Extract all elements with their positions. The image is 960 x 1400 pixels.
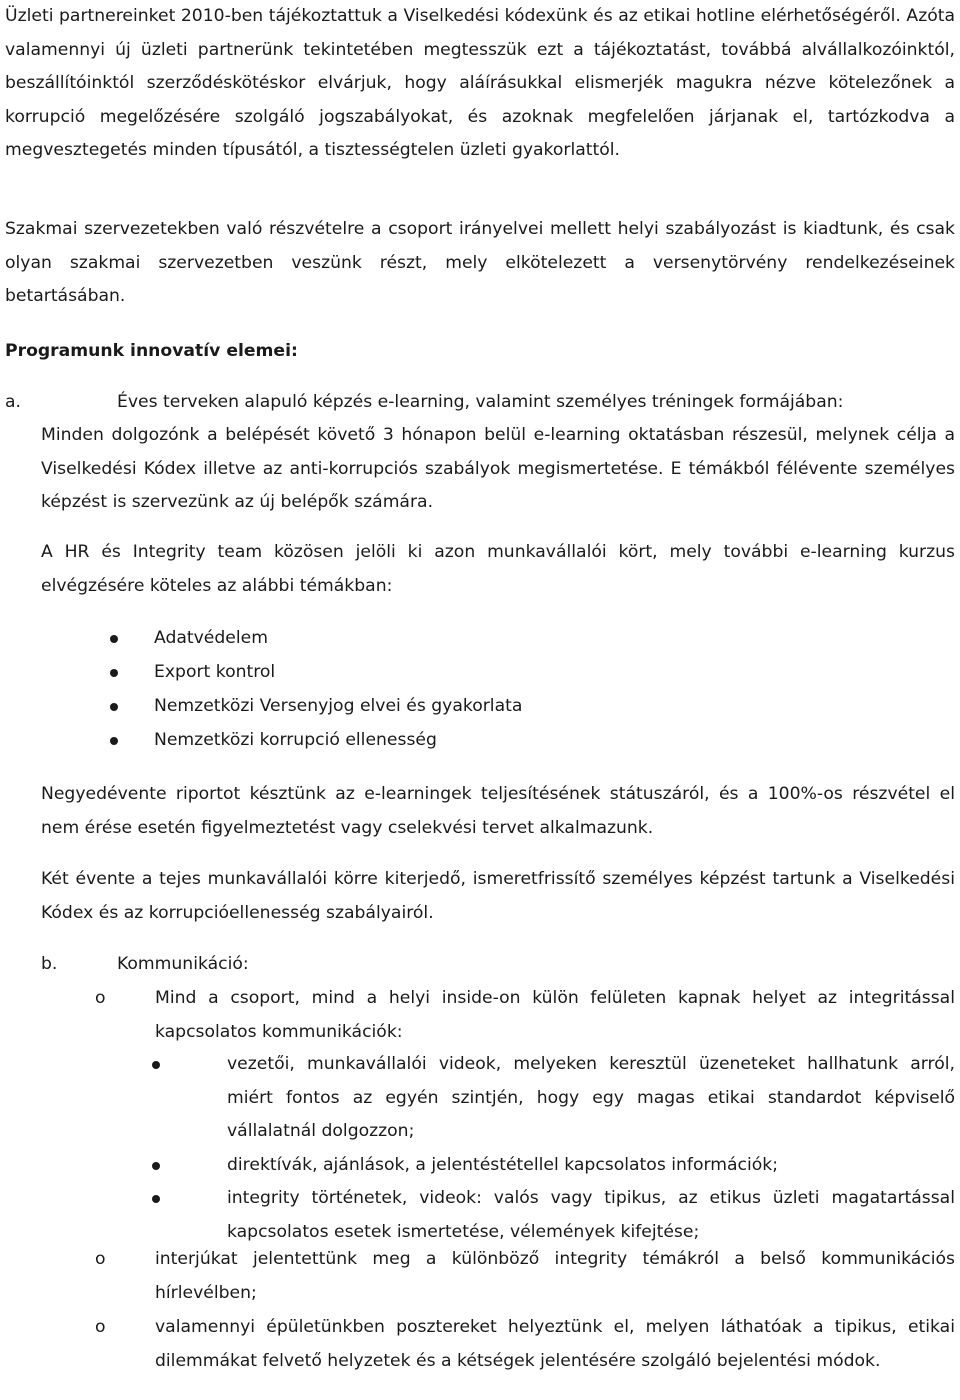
topics-list [108,622,522,758]
section-b-title [41,948,955,982]
list-marker: o [95,1317,106,1337]
section-b-label: b. [41,954,58,974]
section-a-title-text: Éves terveken alapuló képzés e-learning, valamint személyes tréningek formájában: [117,392,844,412]
list-item: vezetői, munkavállalói videok, melyeken keresztül üzeneteket hallhatunk arról, miért fontos az egyén szintjén, hogy egy magas etikai standardot képviselő vállalatnál dolgozzon; [150,1048,955,1149]
list-item: Adatvédelem [108,622,522,656]
section-a-title [5,386,955,420]
hr-integrity-paragraph: A HR és Integrity team közösen jelöli ki azon munkavállalói kört, mely további e-learning kurzus elvégzésére köteles az alábbi témákban: [41,542,955,596]
list-marker: o [95,988,106,1008]
list-item: Nemzetközi Versenyjog elvei és gyakorlata [108,690,522,724]
list-item: integrity történetek, videok: valós vagy tipikus, az etikus üzleti magatartással kapcsolatos esetek ismertetése, vélemények kifejtése; [150,1182,955,1249]
communication-item [95,982,955,1049]
communication-item-text: Mind a csoport, mind a helyi inside-on külön felületen kapnak helyet az integritással kapcsolatos kommunikációk: [155,988,955,1042]
communication-item [95,1311,955,1378]
communication-item-text: interjúkat jelentettünk meg a különböző integrity témákról a belső kommunikációs hírlevélben; [155,1249,955,1303]
biannual-training-paragraph: Két évente a tejes munkavállalói körre kiterjedő, ismeretfrissítő személyes képzést tartunk a Viselkedési Kódex és az korrupcióellenesség szabályairól. [41,869,955,923]
list-marker: o [95,1249,106,1269]
list-item: Export kontrol [108,656,522,690]
quarterly-report-paragraph: Negyedévente riportot késztünk az e-learningek teljesítésének státuszáról, és a 100%-os részvétel el nem érése esetén figyelmeztetést vagy cselekvési tervet alkalmazunk. [41,784,955,838]
elearning-paragraph: Minden dolgozónk a belépését követő 3 hónapon belül e-learning oktatásban részesül, melynek célja a Viselkedési Kódex illetve az anti-korrupciós szabályok megismertetése. E témákból félévente személyes képzést is szervezünk az új belépők számára. [41,425,955,513]
list-item: Nemzetközi korrupció ellenesség [108,724,522,758]
communication-sublist [150,1048,955,1250]
section-a-label: a. [5,392,21,412]
intro-paragraph: Üzleti partnereinket 2010-ben tájékoztattuk a Viselkedési kódexünk és az etikai hotline elérhetőségéről. Azóta valamennyi új üzleti partnerünk tekintetében megtesszük ezt a tájékoztatást, továbbá alvállalkozóinktól, beszállítóinktól szerződéskötéskor elvárjuk, hogy aláírásukkal elismerjék magukra nézve kötelezőnek a korrupció megelőzésére szolgáló jogszabályokat, és azoknak megfelelően járjanak el, tartózkodva a megvesztegetés minden típusától, a tisztességtelen üzleti gyakorlattól. [5,6,955,161]
section-b-title-text: Kommunikáció: [117,954,249,974]
list-item: direktívák, ajánlások, a jelentéstétellel kapcsolatos információk; [150,1149,955,1183]
section-heading: Programunk innovatív elemei: [5,341,298,361]
communication-item [95,1243,955,1310]
communication-item-text: valamennyi épületünkben posztereket helyeztünk el, melyen láthatóak a tipikus, etikai dilemmákat felvető helyzetek és a kétségek jelentésére szolgáló bejelentési módok. [155,1317,955,1371]
professional-orgs-paragraph: Szakmai szervezetekben való részvételre a csoport irányelvei mellett helyi szabályozást is kiadtunk, és csak olyan szakmai szervezetben veszünk részt, mely elkötelezett a versenytörvény rendelkezéseinek betartásában. [5,219,955,307]
